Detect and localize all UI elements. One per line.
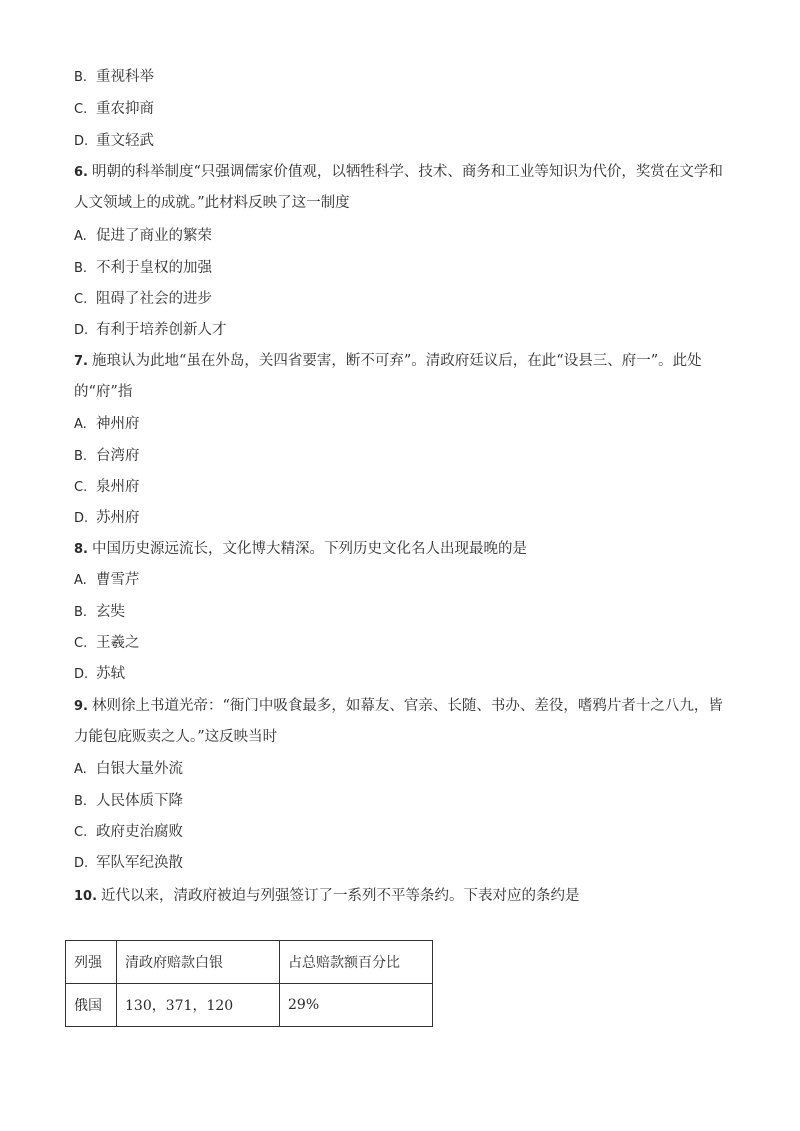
q5-option-b: B. 重视科举 [74, 69, 154, 85]
q6-option-b: B. 不利于皇权的加强 [74, 260, 212, 276]
q8-option-d: D. 苏轼 [74, 666, 125, 682]
q5-option-c: C. 重农抑商 [74, 101, 154, 117]
q8-option-a: A. 曹雪芹 [74, 572, 140, 588]
table-row [66, 984, 433, 1027]
q9-option-a: A. 白银大量外流 [74, 761, 183, 777]
q6-stem: 6. 明朝的科举制度“只强调儒家价值观，以牺牲科学、技术、商务和工业等知识为代价，奖赏在文学和人文领域上的成就。”此材料反映了这一制度 [74, 164, 723, 211]
q7-option-c: C. 泉州府 [74, 479, 140, 495]
q9-stem: 9. 林则徐上书道光帝：“衙门中吸食最多，如幕友、官亲、长随、书办、差役，嗜鸦片者十之八九，皆力能包庇贩卖之人。”这反映当时 [74, 698, 723, 745]
table-cell: 俄国 [66, 984, 117, 1027]
table-header-cell: 占总赔款额百分比 [280, 941, 433, 984]
table-header-row [66, 941, 433, 984]
q7-stem: 7. 施琅认为此地“虽在外岛，关四省要害，断不可弃”。清政府廷议后，在此“设县三、府一”。此处的“府”指 [74, 353, 702, 400]
table-header-cell: 列强 [66, 941, 117, 984]
q8-option-b: B. 玄奘 [74, 604, 125, 620]
q10-stem: 10. 近代以来，清政府被迫与列强签订了一系列不平等条约。下表对应的条约是 [74, 888, 580, 904]
q7-option-b: B. 台湾府 [74, 448, 140, 464]
q5-option-d: D. 重文轻武 [74, 133, 154, 149]
treaty-table [65, 940, 433, 1027]
q9-option-d: D. 军队军纪涣散 [74, 855, 183, 871]
table-header-cell: 清政府赔款白银 [117, 941, 280, 984]
q7-option-a: A. 神州府 [74, 416, 140, 432]
q8-option-c: C. 王羲之 [74, 635, 140, 651]
q9-option-b: B. 人民体质下降 [74, 793, 183, 809]
q6-option-d: D. 有利于培养创新人才 [74, 322, 227, 338]
q6-option-a: A. 促进了商业的繁荣 [74, 228, 212, 244]
table-cell: 130，371，120 [117, 984, 280, 1027]
q8-stem: 8. 中国历史源远流长，文化博大精深。下列历史文化名人出现最晚的是 [74, 541, 527, 557]
q6-option-c: C. 阻碍了社会的进步 [74, 291, 212, 307]
table-cell: 29% [280, 984, 433, 1027]
q7-option-d: D. 苏州府 [74, 510, 140, 526]
q9-option-c: C. 政府吏治腐败 [74, 824, 183, 840]
